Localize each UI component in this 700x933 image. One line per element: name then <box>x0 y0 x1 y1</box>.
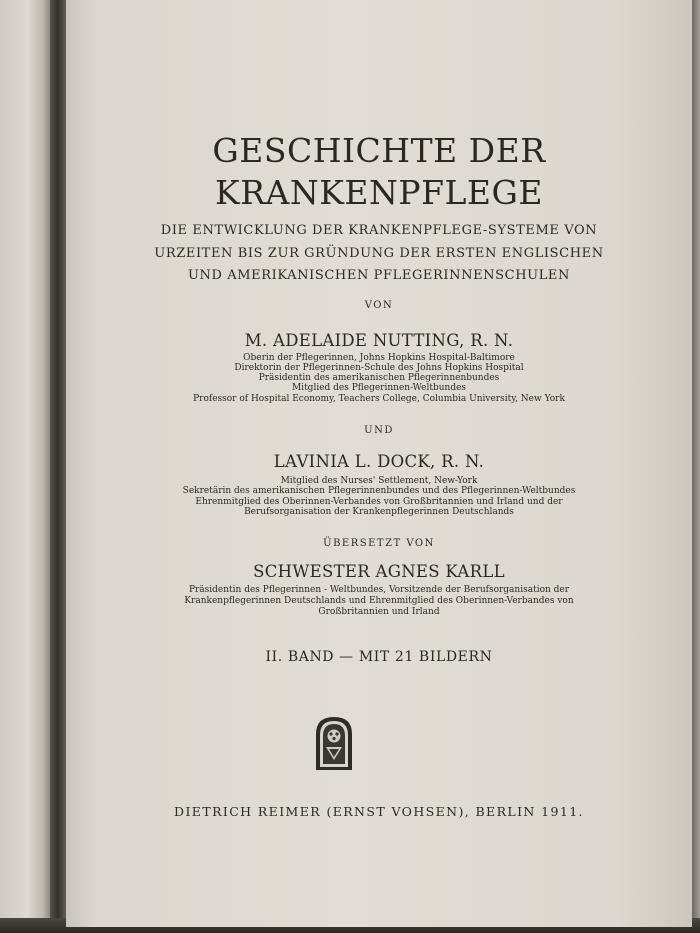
publisher-emblem-icon <box>312 714 356 772</box>
volume-line: II. BAND — MIT 21 BILDERN <box>265 649 493 665</box>
author-1-credit-2: Direktorin der Pflegerinnen-Schule des Johns Hopkins Hospital <box>234 363 524 373</box>
author-2-name: LAVINIA L. DOCK, R. N. <box>273 452 485 471</box>
translator-credit-1: Präsidentin des Pflegerinnen - Weltbundes, Vorsitzende der Berufsorganisation der <box>188 585 570 595</box>
publisher-line: DIETRICH REIMER (ERNST VOHSEN), BERLIN 1911. <box>174 804 584 819</box>
author-1-name: M. ADELAIDE NUTTING, R. N. <box>244 331 514 350</box>
author-2-credit-2: Sekretärin des amerikanischen Pflegerinnenbundes und des Pflegerinnen-Weltbundes <box>182 486 576 496</box>
title-line-1: GESCHICHTE DER <box>212 131 546 170</box>
subtitle-line-1: DIE ENTWICKLUNG DER KRANKENPFLEGE-SYSTEME VON <box>160 223 598 238</box>
author-2-credit-1: Mitglied des Nurses' Settlement, New-York <box>280 476 478 486</box>
translated-by-label: ÜBERSETZT VON <box>323 538 435 549</box>
author-2-credit-3: Ehrenmitglied des Oberinnen-Verbandes von Großbritannien und Irland und der <box>195 497 563 507</box>
subtitle-line-2: URZEITEN BIS ZUR GRÜNDUNG DER ERSTEN ENGLISCHEN <box>154 246 604 261</box>
author-1-credit-1: Oberin der Pflegerinnen, Johns Hopkins Hospital-Baltimore <box>243 353 515 363</box>
und-label: UND <box>364 425 394 436</box>
left-page-edge <box>0 0 50 918</box>
subtitle-line-3: UND AMERIKANISCHEN PFLEGERINNENSCHULEN <box>187 268 570 283</box>
title-page <box>66 0 692 927</box>
book-gutter <box>50 0 66 933</box>
right-page-edge <box>692 0 700 933</box>
translator-credit-3: Großbritannien und Irland <box>318 607 440 617</box>
translator-credit-2: Krankenpflegerinnen Deutschlands und Ehrenmitglied des Oberinnen-Verbandes von <box>184 596 574 606</box>
translator-name: SCHWESTER AGNES KARLL <box>253 562 505 581</box>
author-1-credit-3: Präsidentin des amerikanischen Pflegerinnenbundes <box>258 373 500 383</box>
author-1-credit-5: Professor of Hospital Economy, Teachers College, Columbia University, New York <box>193 394 565 404</box>
author-2-credit-4: Berufsorganisation der Krankenpflegerinnen Deutschlands <box>244 507 514 517</box>
title-line-2: KRANKENPFLEGE <box>215 173 543 212</box>
author-1-credit-4: Mitglied des Pflegerinnen-Weltbundes <box>291 383 467 393</box>
von-label: VON <box>364 300 394 311</box>
